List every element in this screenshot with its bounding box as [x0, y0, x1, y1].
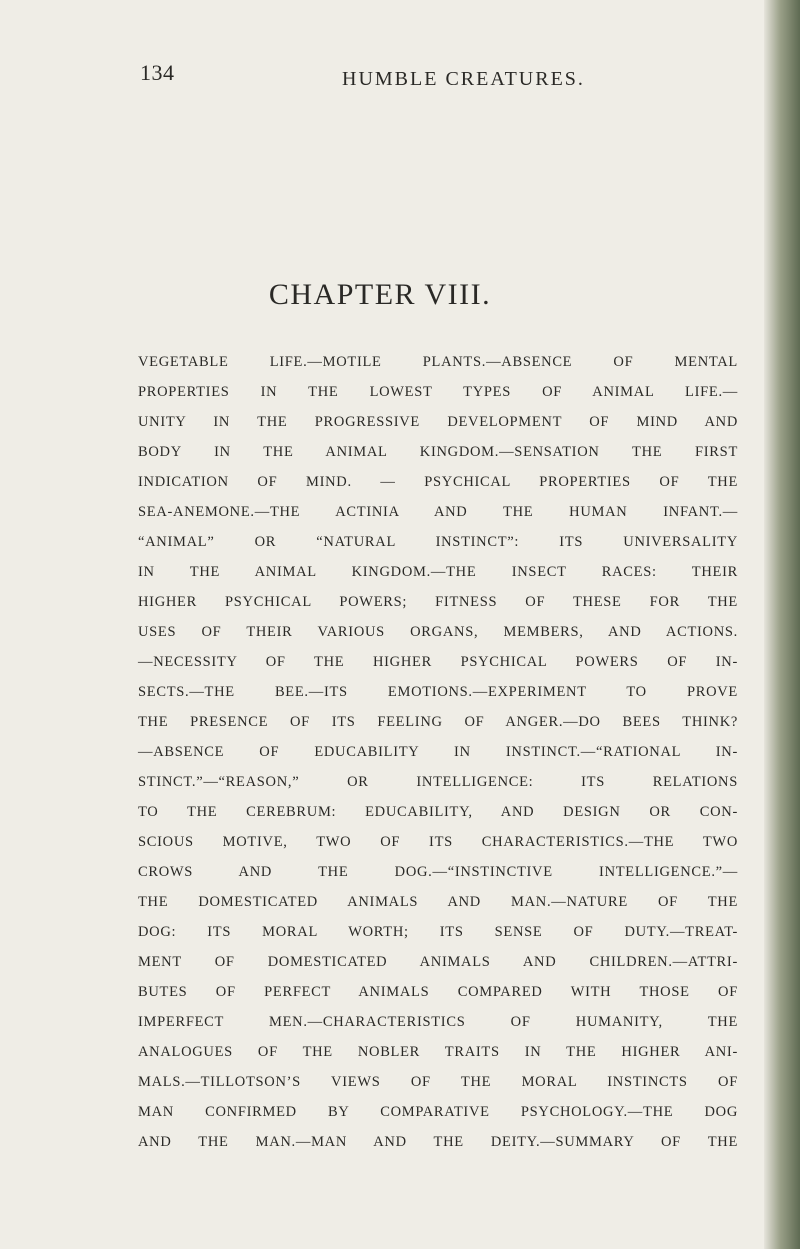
- summary-line: ANALOGUES OF THE NOBLER TRAITS IN THE HIGHER ANI-: [138, 1044, 738, 1060]
- chapter-title: CHAPTER VIII.: [268, 278, 492, 311]
- summary-line: INDICATION OF MIND. — PSYCHICAL PROPERTIES OF THE: [138, 474, 738, 490]
- running-head: HUMBLE CREATURES.: [342, 68, 585, 90]
- summary-line: STINCT.”—“REASON,” OR INTELLIGENCE: ITS RELATIONS: [138, 774, 738, 790]
- book-binding-edge: [764, 0, 800, 1249]
- summary-line: USES OF THEIR VARIOUS ORGANS, MEMBERS, AND ACTIONS.: [138, 624, 738, 640]
- chapter-summary: [138, 347, 738, 1157]
- summary-line: UNITY IN THE PROGRESSIVE DEVELOPMENT OF MIND AND: [138, 414, 738, 430]
- page-number: 134: [140, 60, 175, 85]
- summary-line: MENT OF DOMESTICATED ANIMALS AND CHILDREN.—ATTRI-: [138, 954, 738, 970]
- summary-line: SEA-ANEMONE.—THE ACTINIA AND THE HUMAN INFANT.—: [138, 504, 738, 520]
- summary-line: —NECESSITY OF THE HIGHER PSYCHICAL POWERS OF IN-: [138, 654, 738, 670]
- summary-line: HIGHER PSYCHICAL POWERS; FITNESS OF THESE FOR THE: [138, 594, 738, 610]
- summary-line: PROPERTIES IN THE LOWEST TYPES OF ANIMAL LIFE.—: [138, 384, 738, 400]
- summary-line: THE DOMESTICATED ANIMALS AND MAN.—NATURE OF THE: [138, 894, 738, 910]
- summary-line: AND THE MAN.—MAN AND THE DEITY.—SUMMARY OF THE: [138, 1134, 738, 1150]
- summary-line: —ABSENCE OF EDUCABILITY IN INSTINCT.—“RATIONAL IN-: [138, 744, 738, 760]
- summary-line: CROWS AND THE DOG.—“INSTINCTIVE INTELLIGENCE.”—: [138, 864, 738, 880]
- summary-line: MALS.—TILLOTSON’S VIEWS OF THE MORAL INSTINCTS OF: [138, 1074, 738, 1090]
- summary-line: IN THE ANIMAL KINGDOM.—THE INSECT RACES: THEIR: [138, 564, 738, 580]
- summary-line: MAN CONFIRMED BY COMPARATIVE PSYCHOLOGY.—THE DOG: [138, 1104, 738, 1120]
- summary-line: SCIOUS MOTIVE, TWO OF ITS CHARACTERISTICS.—THE TWO: [138, 834, 738, 850]
- summary-line: “ANIMAL” OR “NATURAL INSTINCT”: ITS UNIVERSALITY: [138, 534, 738, 550]
- summary-line: BODY IN THE ANIMAL KINGDOM.—SENSATION THE FIRST: [138, 444, 738, 460]
- summary-line: DOG: ITS MORAL WORTH; ITS SENSE OF DUTY.—TREAT-: [138, 924, 738, 940]
- summary-line: TO THE CEREBRUM: EDUCABILITY, AND DESIGN OR CON-: [138, 804, 738, 820]
- summary-line: BUTES OF PERFECT ANIMALS COMPARED WITH THOSE OF: [138, 984, 738, 1000]
- summary-line: THE PRESENCE OF ITS FEELING OF ANGER.—DO BEES THINK?: [138, 714, 738, 730]
- summary-line: SECTS.—THE BEE.—ITS EMOTIONS.—EXPERIMENT TO PROVE: [138, 684, 738, 700]
- summary-line: VEGETABLE LIFE.—MOTILE PLANTS.—ABSENCE OF MENTAL: [138, 354, 738, 370]
- summary-line: IMPERFECT MEN.—CHARACTERISTICS OF HUMANITY, THE: [138, 1014, 738, 1030]
